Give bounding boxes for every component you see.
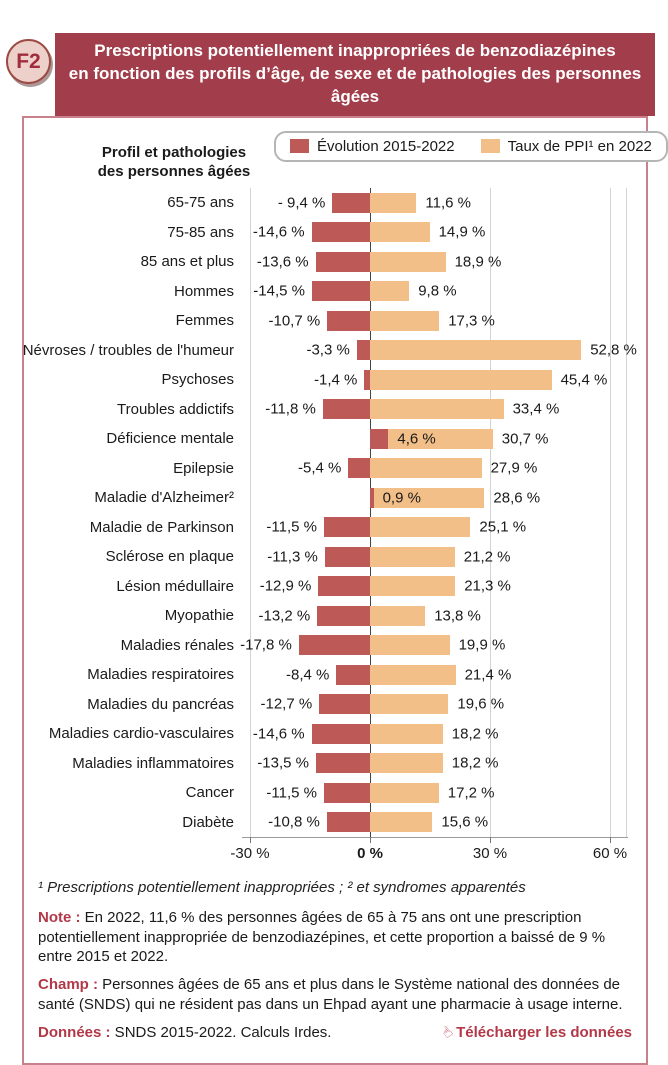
evolution-value-label: -11,5 % [266, 784, 317, 802]
category-label: Hommes [173, 282, 234, 300]
axis-tick-label: -30 % [230, 844, 270, 862]
chart-row [24, 483, 646, 513]
category-label: Déficience mentale [106, 430, 234, 448]
evolution-bar [324, 517, 370, 537]
category-label: Cancer [185, 784, 234, 802]
bar-cell [242, 512, 627, 542]
taux-bar [370, 547, 455, 567]
category-label: Lésion médullaire [116, 577, 234, 595]
figure-title-line1: Prescriptions potentiellement inappropriées de benzodiazépines [94, 41, 616, 60]
axis-tick-label: 60 % [592, 844, 628, 862]
champ-paragraph [38, 975, 632, 1015]
axis-tick [370, 837, 371, 843]
evolution-value-label: -11,8 % [265, 400, 316, 418]
taux-bar [370, 399, 504, 419]
taux-value-label: 21,4 % [464, 666, 512, 684]
evolution-bar [324, 783, 370, 803]
evolution-value-label: 0,9 % [382, 489, 421, 507]
evolution-value-label: -13,2 % [258, 607, 311, 625]
chart-row [24, 512, 646, 542]
category-label: Femmes [175, 312, 234, 330]
bar-cell [242, 424, 627, 454]
footnote: ¹ Prescriptions potentiellement inappropriées ; ² et syndromes apparentés [38, 878, 526, 896]
evolution-value-label: -11,3 % [267, 548, 318, 566]
figure-title-line2: en fonction des profils d’âge, de sexe et de pathologies des personnes âgées [68, 63, 642, 106]
evolution-value-label: -10,8 % [268, 813, 320, 831]
evolution-bar [357, 340, 370, 360]
taux-bar [370, 606, 425, 626]
evolution-value-label: -14,5 % [253, 282, 305, 300]
bar-cell [242, 335, 637, 365]
chart-row [24, 306, 646, 336]
taux-value-label: 14,9 % [438, 223, 486, 241]
note-label: Note : [38, 908, 81, 926]
bar-cell [242, 306, 627, 336]
evolution-bar [364, 370, 370, 390]
evolution-bar [327, 812, 370, 832]
download-data-link[interactable] [438, 1022, 632, 1043]
figure-title-banner [55, 33, 655, 116]
figure-content-box [22, 116, 652, 1065]
bar-cell [242, 748, 627, 778]
chart-header [24, 128, 652, 188]
category-label: Maladies cardio-vasculaires [48, 725, 234, 743]
chart-rows [24, 188, 646, 837]
axis-tick [490, 837, 491, 843]
bar-cell [242, 571, 627, 601]
champ-label: Champ : [38, 976, 98, 994]
chart-row [24, 335, 646, 365]
bar-cell [242, 807, 627, 837]
chart-legend [274, 131, 668, 162]
chart-row [24, 719, 646, 749]
bar-cell [242, 719, 627, 749]
note-text: En 2022, 11,6 % des personnes âgées de 65 à 75 ans ont une prescription potentiellement inappropriée de benzodiazépines, et cette proportion a baissé de 9 % entre 2015 et 2022. [38, 908, 606, 966]
category-label: 85 ans et plus [140, 253, 234, 271]
legend-label-taux: Taux de PPI¹ en 2022 [507, 137, 652, 155]
taux-bar [370, 458, 482, 478]
axis-tick [610, 837, 611, 843]
chart-row [24, 660, 646, 690]
evolution-bar [317, 606, 370, 626]
taux-bar [370, 694, 448, 714]
evolution-value-label: -14,6 % [252, 725, 305, 743]
taux-bar [370, 222, 430, 242]
chart-row [24, 365, 646, 395]
taux-bar [370, 340, 581, 360]
evolution-value-label: -17,8 % [240, 636, 292, 654]
legend-item-taux [481, 138, 652, 155]
chart-row [24, 542, 646, 572]
evolution-value-label: -14,6 % [252, 223, 305, 241]
taux-value-label: 28,6 % [493, 489, 541, 507]
bar-cell [242, 453, 627, 483]
category-label: Maladie de Parkinson [89, 518, 234, 536]
category-label: Maladies rénales [120, 636, 234, 654]
taux-bar [370, 311, 439, 331]
taux-value-label: 17,2 % [447, 784, 495, 802]
evolution-swatch-icon [290, 139, 309, 153]
category-label: Maladies du pancréas [87, 695, 234, 713]
taux-bar [370, 665, 456, 685]
bar-cell [242, 630, 627, 660]
taux-value-label: 25,1 % [479, 518, 527, 536]
taux-value-label: 19,9 % [458, 636, 506, 654]
chart-row [24, 807, 646, 837]
donnees-row [38, 1023, 632, 1051]
taux-bar [370, 517, 470, 537]
taux-bar [370, 193, 416, 213]
download-link-label: Télécharger les données [456, 1023, 632, 1041]
taux-swatch-icon [481, 139, 500, 153]
taux-bar [370, 753, 443, 773]
chart-row [24, 424, 646, 454]
taux-bar [370, 783, 439, 803]
category-label: Troubles addictifs [117, 400, 234, 418]
taux-value-label: 27,9 % [490, 459, 538, 477]
chart-row [24, 247, 646, 277]
chart-row [24, 453, 646, 483]
pointing-hand-icon: ☝ [438, 1022, 457, 1042]
category-label: Maladies respiratoires [87, 666, 234, 684]
evolution-bar [312, 222, 370, 242]
evolution-bar [336, 665, 370, 685]
taux-value-label: 21,2 % [463, 548, 511, 566]
taux-value-label: 19,6 % [457, 695, 505, 713]
category-label: 75-85 ans [167, 223, 234, 241]
category-label: Epilepsie [173, 459, 234, 477]
bar-cell [242, 778, 627, 808]
taux-value-label: 33,4 % [512, 400, 560, 418]
bar-cell [242, 188, 627, 218]
evolution-value-label: 4,6 % [397, 430, 436, 448]
category-label: Myopathie [164, 607, 234, 625]
evolution-value-label: -12,9 % [259, 577, 312, 595]
chart-row [24, 217, 646, 247]
category-label: Maladie d'Alzheimer² [94, 489, 234, 507]
chart-row [24, 188, 646, 218]
taux-bar [370, 724, 443, 744]
x-axis [24, 837, 646, 869]
category-label: Névroses / troubles de l'humeur [22, 341, 234, 359]
bar-cell [242, 601, 627, 631]
taux-value-label: 52,8 % [590, 341, 637, 359]
evolution-value-label: -3,3 % [306, 341, 350, 359]
evolution-bar [323, 399, 370, 419]
evolution-value-label: -1,4 % [314, 371, 358, 389]
taux-value-label: 13,8 % [434, 607, 481, 625]
category-label: Psychoses [161, 371, 234, 389]
evolution-bar [316, 252, 370, 272]
evolution-value-label: -5,4 % [298, 459, 342, 477]
chart-row [24, 689, 646, 719]
evolution-value-label: -8,4 % [286, 666, 330, 684]
category-label: Sclérose en plaque [105, 548, 234, 566]
chart-row [24, 276, 646, 306]
legend-item-evolution [290, 138, 455, 155]
chart-plot-area [24, 188, 646, 837]
chart-row [24, 748, 646, 778]
category-label: 65-75 ans [167, 194, 234, 212]
chart-row [24, 630, 646, 660]
chart-row [24, 394, 646, 424]
bar-cell [242, 689, 627, 719]
evolution-value-label: -11,5 % [266, 518, 317, 536]
taux-value-label: 18,2 % [451, 754, 499, 772]
donnees-text: SNDS 2015-2022. Calculs Irdes. [110, 1023, 332, 1041]
bar-cell [242, 247, 627, 277]
taux-bar [370, 281, 409, 301]
taux-bar [370, 576, 455, 596]
evolution-value-label: -13,6 % [256, 253, 309, 271]
notes-section [38, 908, 632, 1051]
category-column-header: Profil et pathologies des personnes âgées [97, 143, 251, 180]
bar-cell [242, 394, 627, 424]
taux-bar [370, 635, 450, 655]
evolution-value-label: -10,7 % [268, 312, 321, 330]
taux-value-label: 21,3 % [464, 577, 511, 595]
taux-bar [370, 370, 552, 390]
chart-row [24, 571, 646, 601]
evolution-value-label: - 9,4 % [277, 194, 326, 212]
taux-value-label: 30,7 % [501, 430, 549, 448]
taux-bar [370, 812, 432, 832]
bar-cell [242, 217, 627, 247]
taux-value-label: 11,6 % [425, 194, 471, 212]
note-paragraph [38, 908, 632, 967]
figure-badge: F2 [6, 39, 51, 84]
axis-tick [250, 837, 251, 843]
axis-tick-label: 0 % [357, 844, 383, 862]
evolution-bar [319, 694, 370, 714]
evolution-bar [312, 281, 370, 301]
bar-cell [242, 365, 627, 395]
evolution-value-label: -12,7 % [260, 695, 313, 713]
chart-row [24, 601, 646, 631]
champ-text: Personnes âgées de 65 ans et plus dans le Système national des données de santé (SNDS) qui ne résident pas dans un Ehpad ayant une pharmacie à usage interne. [38, 976, 623, 1013]
evolution-bar [370, 429, 388, 449]
taux-value-label: 18,9 % [454, 253, 502, 271]
bar-cell [242, 276, 627, 306]
evolution-bar [325, 547, 370, 567]
evolution-value-label: -13,5 % [257, 754, 309, 772]
legend-label-evolution: Évolution 2015-2022 [317, 137, 455, 155]
taux-value-label: 17,3 % [448, 312, 495, 330]
bar-cell [242, 483, 627, 513]
category-label: Maladies inflammatoires [72, 754, 234, 772]
taux-value-label: 45,4 % [560, 371, 608, 389]
donnees-label: Données : [38, 1023, 111, 1041]
evolution-bar [316, 753, 370, 773]
taux-value-label: 15,6 % [441, 813, 489, 831]
evolution-bar [348, 458, 370, 478]
evolution-bar [312, 724, 370, 744]
evolution-bar [370, 488, 374, 508]
donnees-paragraph [38, 1023, 331, 1043]
category-label: Diabète [182, 813, 234, 831]
taux-value-label: 9,8 % [418, 282, 457, 300]
taux-value-label: 18,2 % [451, 725, 499, 743]
axis-tick-label: 30 % [472, 844, 508, 862]
evolution-bar [299, 635, 370, 655]
bar-cell [242, 542, 627, 572]
evolution-bar [327, 311, 370, 331]
evolution-bar [318, 576, 370, 596]
bar-cell [242, 660, 627, 690]
chart-row [24, 778, 646, 808]
x-axis-line [242, 837, 628, 838]
evolution-bar [332, 193, 370, 213]
taux-bar [370, 252, 446, 272]
